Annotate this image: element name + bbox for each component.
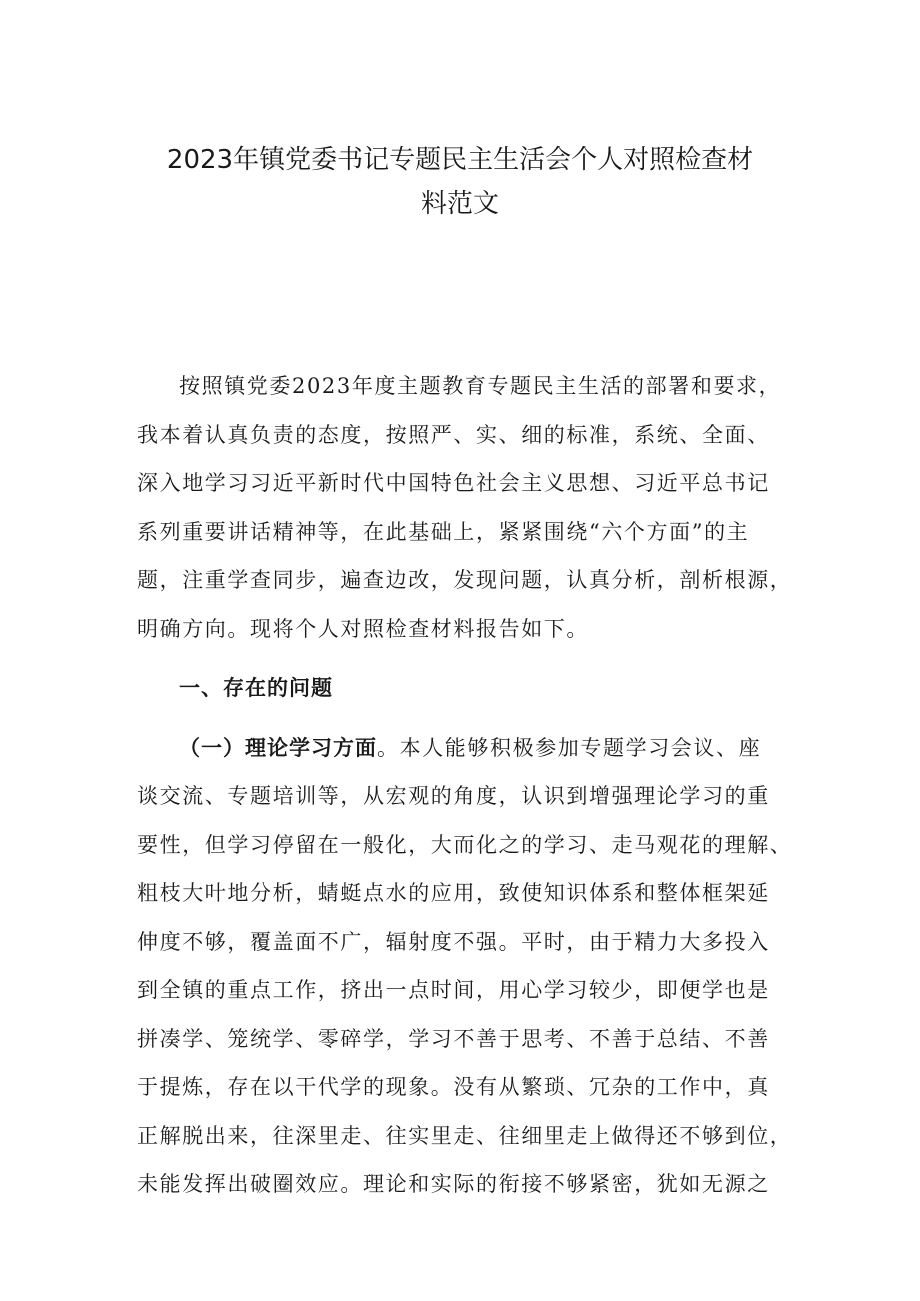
paragraph-line-rest: 。本人能够积极参加专题学习会议、座 <box>377 735 762 760</box>
paragraph-line: 拼凑学、笼统学、零碎学，学习不善于思考、不善于总结、不善 <box>137 1026 770 1051</box>
paragraph-line: 到全镇的重点工作，挤出一点时间，用心学习较少，即便学也是 <box>137 978 770 1002</box>
paragraph-line: 深入地学习习近平新时代中国特色社会主义思想、习近平总书记 <box>137 471 770 495</box>
subsection-label: （一）理论学习方面 <box>179 735 377 760</box>
document-body <box>137 362 797 1209</box>
paragraph-line: 系列重要讲话精神等，在此基础上，紧紧围绕“六个方面”的主 <box>137 519 750 544</box>
title-line: 料范文 <box>420 189 499 219</box>
subsection-paragraph <box>137 724 797 1209</box>
document-title <box>150 138 770 226</box>
paragraph-line: 谈交流、专题培训等，从宏观的角度，认识到增强理论学习的重 <box>137 784 770 808</box>
paragraph-line: 要性，但学习停留在一般化，大而化之的学习、走马观花的理解、 <box>137 832 793 857</box>
section-heading: 一、存在的问题 <box>179 676 333 700</box>
paragraph-line: 明确方向。现将个人对照检查材料报告如下。 <box>137 616 589 641</box>
paragraph-line: 正解脱出来，往深里走、往实里走、往细里走上做得还不够到位， <box>137 1123 793 1148</box>
paragraph-line: 伸度不够，覆盖面不广，辐射度不强。平时，由于精力大多投入 <box>137 929 770 954</box>
title-line: 2023年镇党委书记专题民主生活会个人对照检查材 <box>166 145 754 175</box>
paragraph-line: 粗枝大叶地分析，蜻蜓点水的应用，致使知识体系和整体框架延 <box>137 881 770 905</box>
paragraph-line: 我本着认真负责的态度，按照严、实、细的标准，系统、全面、 <box>137 422 770 447</box>
paragraph-line: 未能发挥出破圈效应。理论和实际的衔接不够紧密，犹如无源之 <box>137 1172 770 1196</box>
intro-paragraph <box>137 362 797 653</box>
paragraph-line: 按照镇党委2023年度主题教育专题民主生活的部署和要求， <box>179 374 782 398</box>
paragraph-line: 于提炼，存在以干代学的现象。没有从繁琐、冗杂的工作中，真 <box>137 1075 770 1099</box>
paragraph-line: 题，注重学查同步，遍查边改，发现问题，认真分析，剖析根源， <box>137 568 793 592</box>
paragraph-line <box>137 724 797 773</box>
